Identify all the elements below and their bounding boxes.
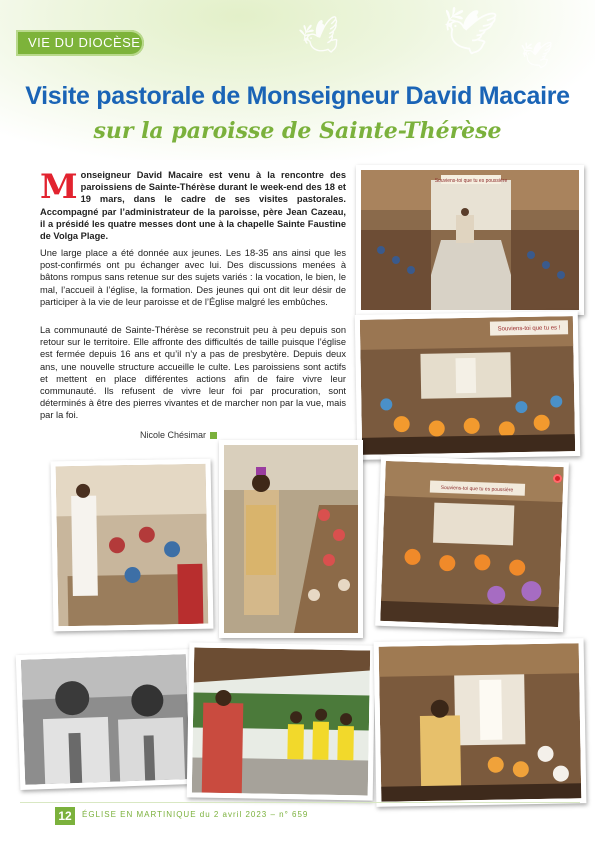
photo-blessing bbox=[374, 638, 587, 807]
outdoor-group-image bbox=[192, 647, 371, 795]
banner-text: Souviens-toi que tu es poussière bbox=[440, 484, 514, 494]
author-name: Nicole Chésimar bbox=[140, 430, 207, 440]
pin-icon bbox=[553, 474, 562, 483]
section-tab bbox=[16, 30, 144, 56]
dove-icon: 🕊 bbox=[295, 14, 348, 62]
church-altar-image bbox=[361, 170, 579, 310]
youth-mass-image bbox=[380, 461, 563, 627]
article-title: Visite pastorale de Monseigneur David Macaire bbox=[25, 82, 570, 110]
photo-meeting-room bbox=[51, 459, 214, 632]
article-paragraph: Une large place a été donnée aux jeunes. Les 18-35 ans ainsi que les post-confirmés ont pu échanger avec lui. Des discussions menées à bâtons rompus sans retenue sur des sujets variés : la vocation, le bien, le mal, l’accueil à l’église, la formation. Des jeunes qui ont dit leur désir de participer à la vie de leur paroisse et de l’Église malgré les embûches. bbox=[40, 248, 346, 307]
article-lead bbox=[40, 169, 346, 242]
dove-icon: 🕊 bbox=[436, 2, 500, 61]
photo-church-altar bbox=[356, 165, 584, 315]
lead-text: onseigneur David Macaire est venu à la rencontre des paroissiens de Sainte-Thérèse durant le week-end des 18 et 19 mars, dans le cadre de ses visites pastorales. Accompagné par l’administrateur de la paroisse, père Jean Cazeau, il a présidé les quatre messes dont une à la chapelle Sainte Faustine de Volga Plage. bbox=[40, 170, 346, 242]
footer-divider bbox=[20, 802, 580, 803]
photo-priests bbox=[16, 649, 196, 790]
bishop-aisle-image bbox=[224, 445, 358, 633]
banner-text: Souviens-toi que tu es poussière bbox=[434, 178, 508, 184]
signature-square-icon bbox=[210, 432, 217, 439]
page-number: 12 bbox=[55, 807, 75, 825]
article-subtitle: sur la paroisse de Sainte-Thérèse bbox=[93, 118, 502, 144]
banner-text: Souviens-toi que tu es ! bbox=[497, 325, 561, 333]
meeting-room-image bbox=[56, 464, 209, 627]
photo-congregation bbox=[355, 311, 580, 460]
congregation-image bbox=[360, 316, 575, 455]
photo-outdoor-group bbox=[187, 642, 376, 800]
article-paragraph: La communauté de Sainte-Thérèse se reconstruit peu à peu depuis son retour sur le territoire. Elle affronte des difficultés de taille puisque l’église est fermée depuis 16 ans et qu’il n’y a pas de presbytère. Depuis deux ans, une nouvelle structure accueille le culte. Les paroissiens sont actifs et mettent en place différentes actions afin de faire vivre leur communauté. Ils refusent de vivre leur foi par procuration, sont déterminés à être des pierres vivantes et de marcher non par la vue, mais par la foi. bbox=[40, 325, 346, 421]
photo-youth-mass bbox=[375, 456, 569, 632]
dove-icon: 🕊 bbox=[520, 40, 554, 70]
publication-info: ÉGLISE EN MARTINIQUE du 2 avril 2023 – n° 659 bbox=[82, 810, 309, 819]
photo-bishop-aisle bbox=[219, 440, 363, 638]
author-signature bbox=[140, 430, 217, 440]
section-label: VIE DU DIOCÈSE bbox=[28, 35, 141, 50]
priests-image bbox=[21, 654, 190, 785]
blessing-image bbox=[379, 643, 582, 801]
drop-cap: M bbox=[40, 167, 78, 207]
